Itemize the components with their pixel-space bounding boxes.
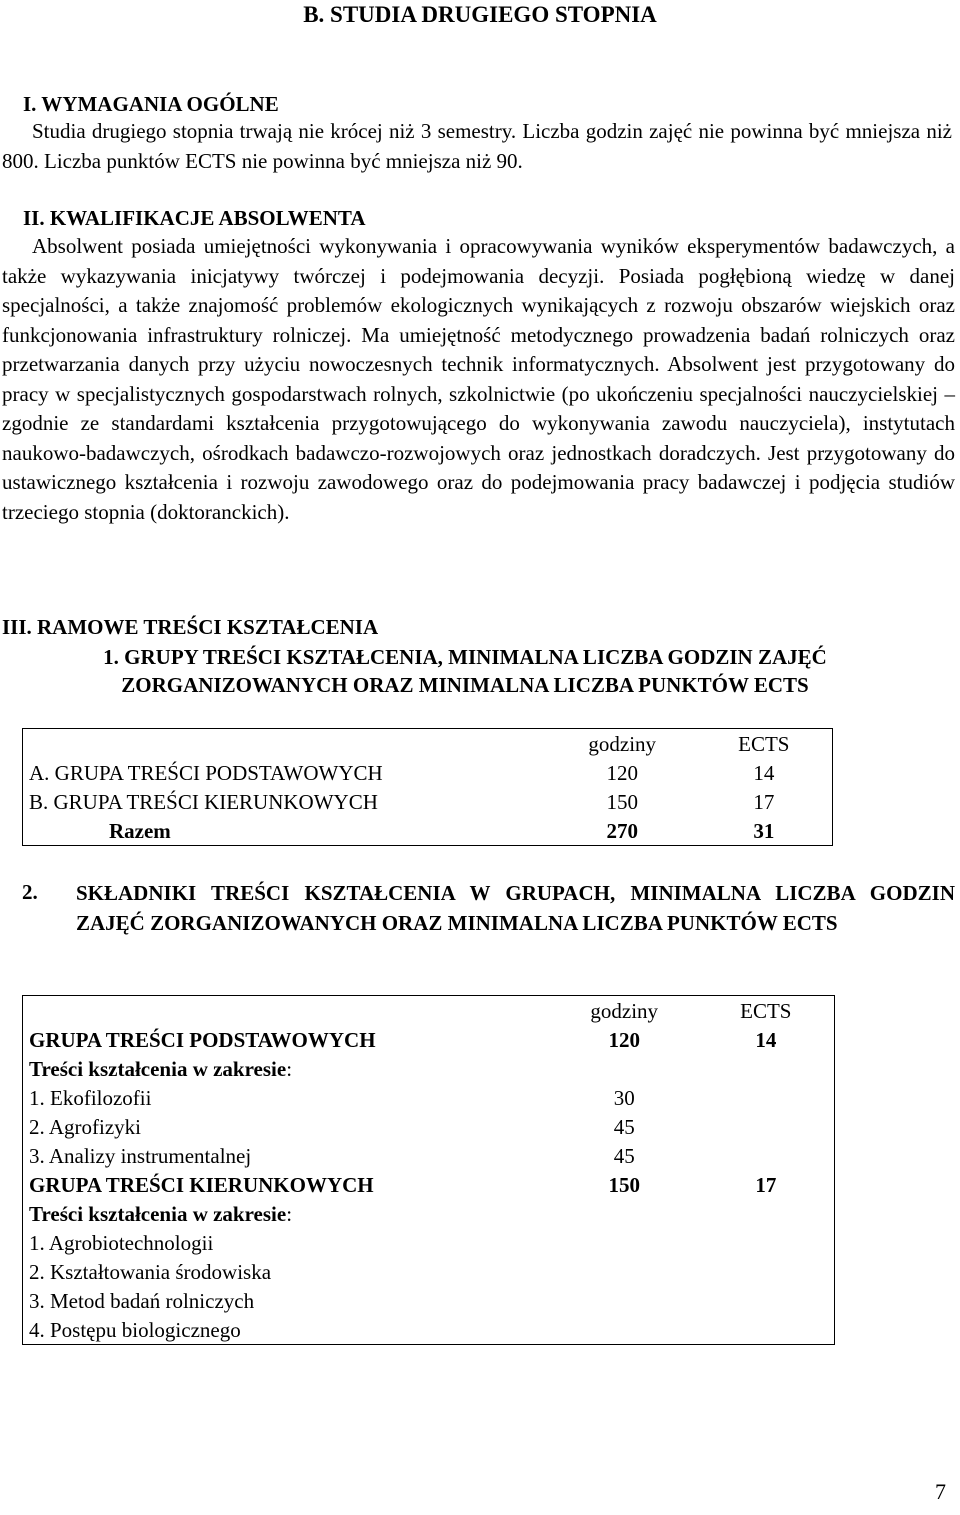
page-title: B. STUDIA DRUGIEGO STOPNIA — [303, 2, 657, 27]
row-hours: 120 — [606, 760, 638, 785]
section-2-heading: II. KWALIFIKACJE ABSOLWENTA — [23, 206, 366, 230]
group-row — [23, 1170, 835, 1199]
group-label: GRUPA TREŚCI PODSTAWOWYCH — [29, 1027, 376, 1052]
row-label: B. GRUPA TREŚCI KIERUNKOWYCH — [29, 789, 378, 814]
scope-row: Treści kształcenia w zakresie: — [29, 1056, 293, 1081]
scope-row: Treści kształcenia w zakresie: — [29, 1201, 293, 1226]
item-hours: 45 — [613, 1143, 635, 1168]
group-ects: 14 — [755, 1027, 777, 1052]
section-1-heading: I. WYMAGANIA OGÓLNE — [23, 92, 279, 116]
group-label: GRUPA TREŚCI KIERUNKOWYCH — [29, 1172, 374, 1197]
col-ects-header: ECTS — [740, 998, 792, 1023]
table-groups — [22, 728, 833, 846]
group-row — [23, 1025, 835, 1054]
section-3-sub2: SKŁADNIKI TREŚCI KSZTAŁCENIA W GRUPACH, MINIMALNA LICZBA GODZIN ZAJĘĆ ZORGANIZOWANYCH ORAZ MINIMALNA LICZBA PUNKTÓW ECTS — [76, 881, 955, 935]
item-label: 2. Kształtowania środowiska — [29, 1259, 272, 1284]
total-ects: 31 — [753, 818, 775, 843]
section-3-heading: III. RAMOWE TREŚCI KSZTAŁCENIA — [2, 615, 379, 639]
col-hours-header: godziny — [590, 998, 659, 1023]
table-row — [23, 1141, 835, 1170]
table-contents — [22, 995, 835, 1345]
col-ects-header: ECTS — [738, 731, 790, 756]
item-label: 4. Postępu biologicznego — [29, 1317, 241, 1342]
section-3-sub1: 1. GRUPY TREŚCI KSZTAŁCENIA, MINIMALNA LICZBA GODZIN ZAJĘĆ ZORGANIZOWANYCH ORAZ MINIMALNA LICZBA PUNKTÓW ECTS — [103, 645, 827, 697]
table-row — [23, 1083, 835, 1112]
group-hours: 120 — [608, 1027, 640, 1052]
group-ects: 17 — [755, 1172, 777, 1197]
row-hours: 150 — [606, 789, 638, 814]
table-row — [23, 1315, 835, 1345]
item-hours: 30 — [613, 1085, 635, 1110]
table-header-row — [23, 729, 833, 759]
row-ects: 14 — [753, 760, 775, 785]
section-1-text: Studia drugiego stopnia trwają nie krócej niż 3 semestry. Liczba godzin zajęć nie powinna być mniejsza niż 800. Liczba punktów ECTS nie powinna być mniejsza niż 90. — [2, 119, 952, 173]
section-2-text: Absolwent posiada umiejętności wykonywania i opracowywania wyników eksperymentów badawczych, a także wykazywania inicjatywy twórczej i podejmowania decyzji. Posiada pogłębioną wiedzę w danej specjalności, a także znajomość problemów ekologicznych wynikających z rozwoju obszarów wiejskich oraz funkcjonowania infrastruktury rolniczej. Ma umiejętność metodycznego prowadzenia badań rolniczych oraz przetwarzania danych przy użyciu nowoczesnych technik informatycznych. Absolwent jest przygotowany do pracy w specjalistycznych gospodarstwach rolnych, szkolnictwie (po ukończeniu specjalności nauczycielskiej – zgodnie ze standardami kształcenia przygotowującego do wykonywania zawodu nauczyciela), instytutach naukowo-badawczych, ośrodkach badawczo-rozwojowych oraz jednostkach doradczych. Jest przygotowany do ustawicznego kształcenia i rozwoju zawodowego oraz do podejmowania pracy badawczej i podjęcia studiów trzeciego stopnia (doktoranckich). — [2, 234, 955, 524]
item-label: 1. Ekofilozofii — [29, 1085, 152, 1110]
section-3-sub2-number: 2. — [22, 880, 38, 904]
total-hours: 270 — [606, 818, 638, 843]
scope-label: Treści kształcenia w zakresie — [29, 1056, 287, 1081]
table-row — [23, 758, 833, 787]
item-label: 1. Agrobiotechnologii — [29, 1230, 214, 1255]
item-hours: 45 — [613, 1114, 635, 1139]
table-header-row — [23, 996, 835, 1026]
table-row — [23, 787, 833, 816]
table-row — [23, 1228, 835, 1257]
item-label: 2. Agrofizyki — [29, 1114, 141, 1139]
table-row — [23, 1112, 835, 1141]
table-row — [23, 1286, 835, 1315]
total-label: Razem — [109, 818, 171, 843]
scope-label: Treści kształcenia w zakresie — [29, 1201, 287, 1226]
row-ects: 17 — [753, 789, 775, 814]
page-number: 7 — [935, 1479, 946, 1504]
table-row — [23, 1257, 835, 1286]
item-label: 3. Analizy instrumentalnej — [29, 1143, 252, 1168]
group-hours: 150 — [608, 1172, 640, 1197]
table-total-row — [23, 816, 833, 846]
row-label: A. GRUPA TREŚCI PODSTAWOWYCH — [29, 760, 383, 785]
item-label: 3. Metod badań rolniczych — [29, 1288, 255, 1313]
col-hours-header: godziny — [588, 731, 657, 756]
